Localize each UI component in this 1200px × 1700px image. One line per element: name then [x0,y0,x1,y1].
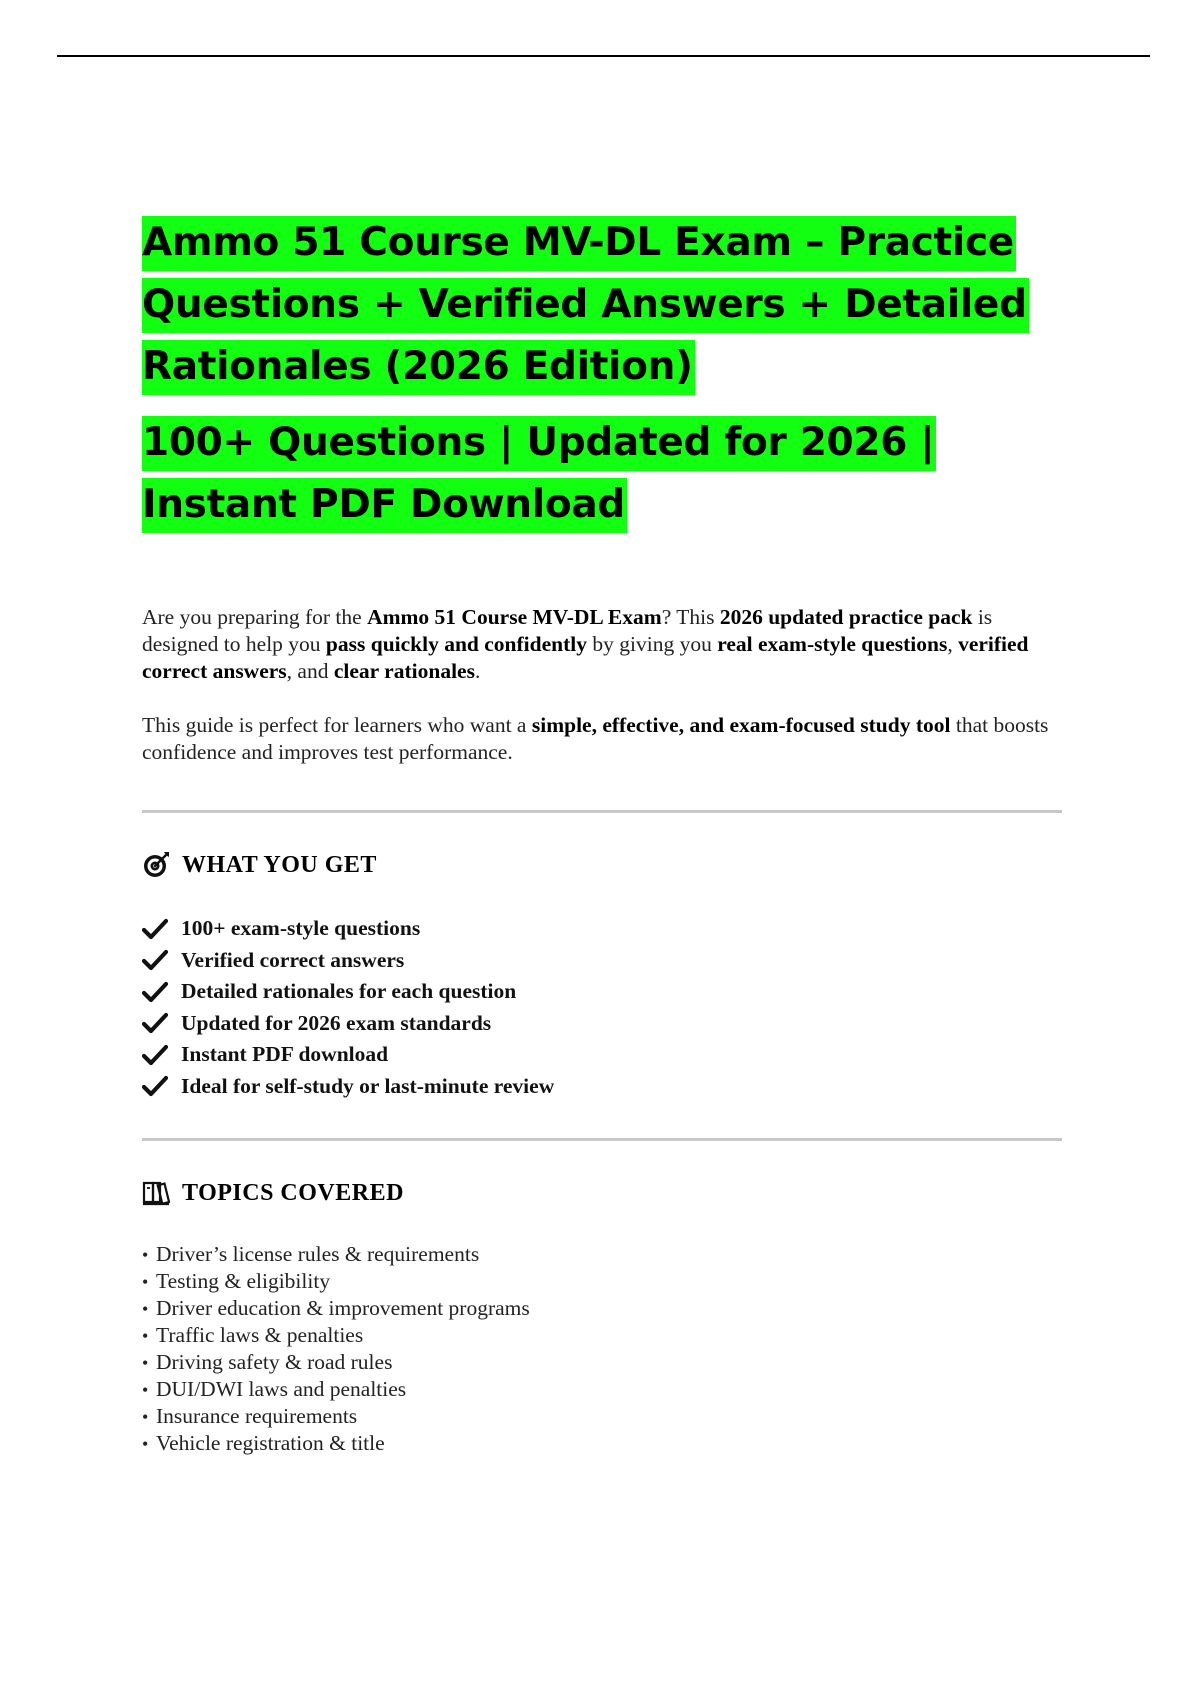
intro-section [142,604,1062,766]
text-run: that boosts confidence and improves test performance. [142,713,1049,764]
bullet-marker: • [142,1245,149,1265]
list-item [142,976,1062,1008]
list-item [142,1268,1062,1295]
list-item-label: Driver education & improvement programs [156,1296,530,1320]
books-icon [142,1179,170,1207]
list-item-label: Testing & eligibility [156,1269,331,1293]
text-run: by giving you [587,632,718,656]
section-divider [142,810,1062,813]
list-item-label: Driver’s license rules & requirements [156,1242,480,1266]
list-item [142,945,1062,977]
list-item [142,1039,1062,1071]
topics-covered-title: TOPICS COVERED [182,1179,404,1206]
target-icon [142,851,170,879]
list-item-label: Verified correct answers [181,947,405,972]
check-icon [142,1044,168,1066]
document-title [142,212,1062,398]
bold-text: pass quickly and confidently [325,632,587,656]
list-item [142,1349,1062,1376]
document-subtitle [142,412,1062,536]
bullet-marker: • [142,1272,149,1292]
what-you-get-title: WHAT YOU GET [182,851,377,878]
bold-text: Ammo 51 Course MV-DL Exam [367,605,662,629]
check-icon [142,949,168,971]
topics-covered-list [142,1241,1062,1457]
what-you-get-heading [142,851,1062,879]
list-item-label: Insurance requirements [156,1404,358,1428]
list-item-label: Ideal for self-study or last-minute review [181,1073,555,1098]
document-content [142,212,1062,1457]
bullet-marker: • [142,1326,149,1346]
text-run: This guide is perfect for learners who want a [142,713,532,737]
text-run: Are you preparing for the [142,605,368,629]
text-run: . [474,659,481,683]
list-item [142,1403,1062,1430]
text-run: is designed to help you [142,605,993,656]
bold-text: verified correct answers [142,632,1029,683]
list-item-label: Detailed rationales for each question [181,979,517,1004]
check-icon [142,918,168,940]
intro-paragraph-1 [142,604,1062,685]
list-item [142,1008,1062,1040]
list-item-label: Driving safety & road rules [156,1350,393,1374]
bullet-marker: • [142,1380,149,1400]
text-run: ? This [661,605,720,629]
text-run: , [947,632,959,656]
list-item-label: Updated for 2026 exam standards [181,1010,492,1035]
check-icon [142,1012,168,1034]
check-icon [142,981,168,1003]
list-item-label: DUI/DWI laws and penalties [156,1377,407,1401]
bullet-marker: • [142,1299,149,1319]
list-item [142,913,1062,945]
bold-text: clear rationales [333,659,475,683]
section-divider [142,1138,1062,1141]
list-item [142,1241,1062,1268]
bullet-marker: • [142,1434,149,1454]
list-item [142,1376,1062,1403]
intro-paragraph-2 [142,712,1062,766]
bullet-marker: • [142,1407,149,1427]
list-item-label: Traffic laws & penalties [156,1323,364,1347]
list-item [142,1430,1062,1457]
bold-text: 2026 updated practice pack [719,605,973,629]
list-item-label: Vehicle registration & title [156,1431,385,1455]
what-you-get-list [142,913,1062,1102]
subtitle-highlight: 100+ Questions | Updated for 2026 | Instant PDF Download [142,416,936,533]
list-item [142,1322,1062,1349]
list-item-label: Instant PDF download [181,1042,389,1067]
list-item [142,1071,1062,1103]
list-item-label: 100+ exam-style questions [181,916,421,941]
topics-covered-heading [142,1179,1062,1207]
bullet-marker: • [142,1353,149,1373]
bold-text: simple, effective, and exam-focused study tool [531,713,951,737]
top-rule [57,55,1150,57]
title-highlight: Ammo 51 Course MV-DL Exam – Practice Questions + Verified Answers + Detailed Rationales (2026 Edition) [142,216,1029,395]
text-run: , and [286,659,334,683]
check-icon [142,1075,168,1097]
list-item [142,1295,1062,1322]
bold-text: real exam-style questions [717,632,948,656]
